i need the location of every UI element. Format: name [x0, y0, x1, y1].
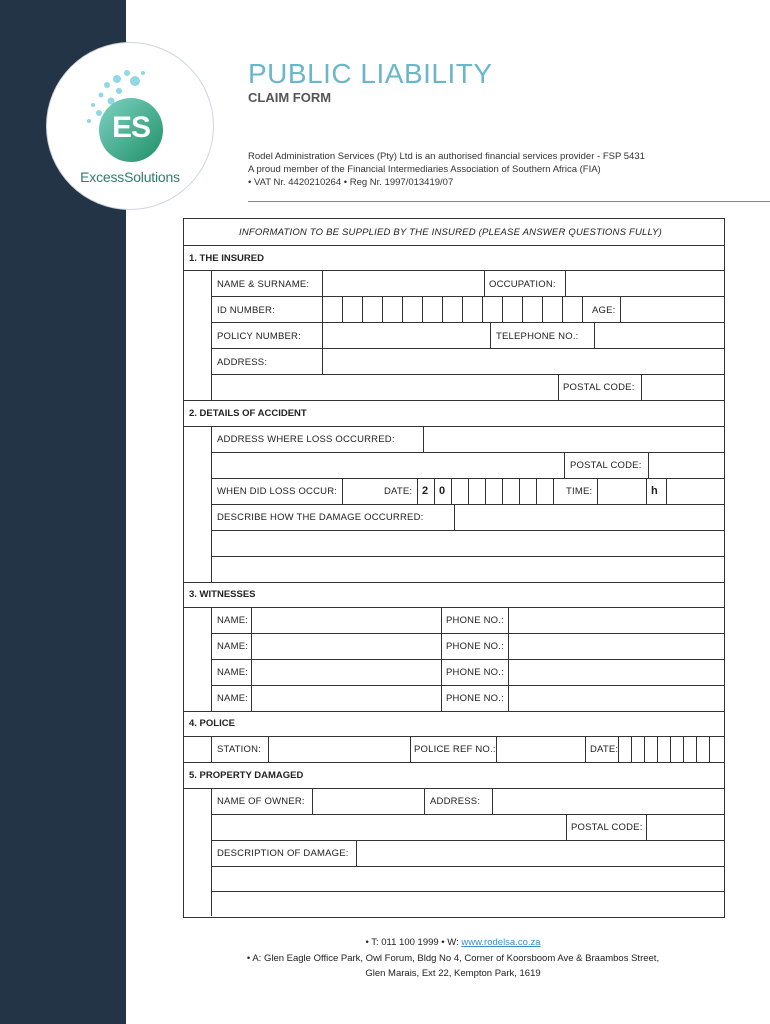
website-link[interactable]: www.rodelsa.co.za	[461, 937, 541, 948]
owner-postal-code-label: POSTAL CODE:	[571, 822, 643, 833]
divider	[558, 374, 559, 400]
describe-damage-line-3[interactable]	[212, 557, 723, 581]
address-line-2-field[interactable]	[212, 375, 557, 399]
loss-time-label: TIME:	[566, 486, 593, 497]
loss-address-label: ADDRESS WHERE LOSS OCCURRED:	[217, 434, 395, 445]
witness-phone-field[interactable]	[509, 686, 723, 710]
logo-initials: ES	[111, 111, 151, 144]
info-line-2: A proud member of the Financial Intermediaries Association of Southern Africa (FIA)	[248, 164, 601, 175]
witness-row	[211, 607, 724, 633]
header-divider	[248, 201, 770, 202]
section-4-title: 4. POLICE	[189, 718, 235, 729]
occupation-field[interactable]	[566, 271, 723, 295]
policy-number-label: POLICY NUMBER:	[217, 331, 301, 342]
loss-address-line-2-field[interactable]	[212, 453, 563, 477]
section-5-title: 5. PROPERTY DAMAGED	[189, 770, 304, 781]
name-surname-label: NAME & SURNAME:	[217, 279, 310, 290]
divider	[342, 478, 343, 504]
witness-name-field[interactable]	[252, 634, 441, 658]
witness-phone-label: PHONE NO.:	[446, 641, 504, 652]
footer-phone: • T: 011 100 1999 • W:	[365, 937, 462, 948]
describe-damage-label: DESCRIBE HOW THE DAMAGE OCCURRED:	[217, 512, 424, 523]
witness-phone-field[interactable]	[509, 634, 723, 658]
divider	[646, 478, 647, 504]
divider	[490, 322, 491, 348]
page-title: PUBLIC LIABILITY	[248, 58, 493, 89]
divider	[410, 736, 411, 762]
policy-number-field[interactable]	[323, 323, 490, 347]
footer-contact	[183, 937, 723, 948]
address-label: ADDRESS:	[217, 357, 268, 368]
company-logo	[47, 43, 213, 209]
footer-address-line-2: Glen Marais, Ext 22, Kempton Park, 1619	[365, 968, 541, 979]
divider	[211, 736, 212, 762]
info-line-1: Rodel Administration Services (Pty) Ltd is an authorised financial services provider - FSP 5431	[248, 151, 645, 162]
owner-name-label: NAME OF OWNER:	[217, 796, 305, 807]
loss-time-field[interactable]	[598, 479, 646, 503]
footer-address-line-1: • A: Glen Eagle Office Park, Owl Forum, Bldg No 4, Corner of Koorsboom Ave & Braambos Street,	[246, 953, 660, 964]
divider	[184, 400, 724, 401]
witness-phone-label: PHONE NO.:	[446, 693, 504, 704]
section-2-title: 2. DETAILS OF ACCIDENT	[189, 408, 307, 419]
divider	[566, 814, 567, 840]
witness-name-label: NAME:	[217, 667, 249, 678]
witness-name-field[interactable]	[252, 686, 441, 710]
claim-form	[183, 218, 725, 918]
police-date-label: DATE:	[590, 744, 619, 755]
address-field[interactable]	[323, 349, 723, 373]
loss-postal-code-label: POSTAL CODE:	[570, 460, 642, 471]
describe-damage-line-2[interactable]	[212, 531, 723, 555]
section-3-title: 3. WITNESSES	[189, 589, 256, 600]
id-number-boxes[interactable]	[322, 296, 584, 322]
page-subtitle: CLAIM FORM	[248, 90, 332, 105]
postal-code-label: POSTAL CODE:	[563, 382, 635, 393]
divider	[484, 270, 485, 296]
witness-phone-label: PHONE NO.:	[446, 615, 504, 626]
divider	[564, 452, 565, 478]
id-number-label: ID NUMBER:	[217, 305, 275, 316]
witness-row	[211, 633, 724, 659]
hour-suffix: h	[651, 485, 658, 497]
section-1-title: 1. THE INSURED	[189, 253, 264, 264]
divider	[184, 582, 724, 583]
divider	[666, 478, 667, 504]
divider	[184, 711, 724, 712]
owner-address-field[interactable]	[493, 789, 723, 813]
logo-wordmark	[47, 169, 213, 185]
police-ref-field[interactable]	[497, 737, 585, 761]
age-field[interactable]	[621, 297, 723, 321]
describe-damage-field[interactable]	[455, 505, 723, 529]
company-info	[248, 150, 645, 189]
form-instruction: INFORMATION TO BE SUPPLIED BY THE INSURED (PLEASE ANSWER QUESTIONS FULLY)	[239, 227, 663, 238]
date-digit-2: 2	[422, 485, 429, 497]
police-station-field[interactable]	[269, 737, 409, 761]
witness-name-label: NAME:	[217, 693, 249, 704]
telephone-label: TELEPHONE NO.:	[496, 331, 579, 342]
witness-name-label: NAME:	[217, 615, 249, 626]
info-line-3: • VAT Nr. 4420210264 • Reg Nr. 1997/013419/07	[248, 177, 454, 188]
witness-row	[211, 685, 724, 711]
loss-date-boxes[interactable]	[417, 478, 557, 504]
logo-word-excess: Excess	[80, 169, 125, 185]
telephone-field[interactable]	[595, 323, 723, 347]
owner-name-field[interactable]	[313, 789, 424, 813]
witness-phone-field[interactable]	[509, 608, 723, 632]
damage-description-field[interactable]	[357, 841, 723, 865]
witness-phone-label: PHONE NO.:	[446, 667, 504, 678]
logo-word-solutions: Solutions	[124, 169, 180, 185]
age-label: AGE:	[592, 305, 616, 316]
owner-postal-code-field[interactable]	[647, 815, 723, 839]
damage-description-line-2[interactable]	[212, 867, 723, 891]
postal-code-field[interactable]	[642, 375, 723, 399]
owner-address-line-2[interactable]	[212, 815, 565, 839]
police-station-label: STATION:	[217, 744, 261, 755]
owner-address-label: ADDRESS:	[430, 796, 481, 807]
occupation-label: OCCUPATION:	[489, 279, 556, 290]
witness-name-field[interactable]	[252, 608, 441, 632]
loss-date-label: DATE:	[384, 486, 413, 497]
damage-description-line-3[interactable]	[212, 892, 723, 916]
divider	[184, 245, 724, 247]
date-digit-0: 0	[439, 485, 446, 497]
witness-phone-field[interactable]	[509, 660, 723, 684]
loss-postal-code-field[interactable]	[649, 453, 723, 477]
damage-description-label: DESCRIPTION OF DAMAGE:	[217, 848, 349, 859]
name-surname-field[interactable]	[323, 271, 484, 295]
when-loss-label: WHEN DID LOSS OCCUR:	[217, 486, 338, 497]
divider	[585, 736, 586, 762]
police-ref-label: POLICE REF NO.:	[414, 744, 496, 755]
police-date-boxes[interactable]	[618, 736, 718, 762]
divider	[184, 762, 724, 763]
divider	[424, 788, 425, 814]
loss-address-field[interactable]	[424, 427, 723, 451]
witness-name-field[interactable]	[252, 660, 441, 684]
witness-name-label: NAME:	[217, 641, 249, 652]
witness-row	[211, 659, 724, 685]
